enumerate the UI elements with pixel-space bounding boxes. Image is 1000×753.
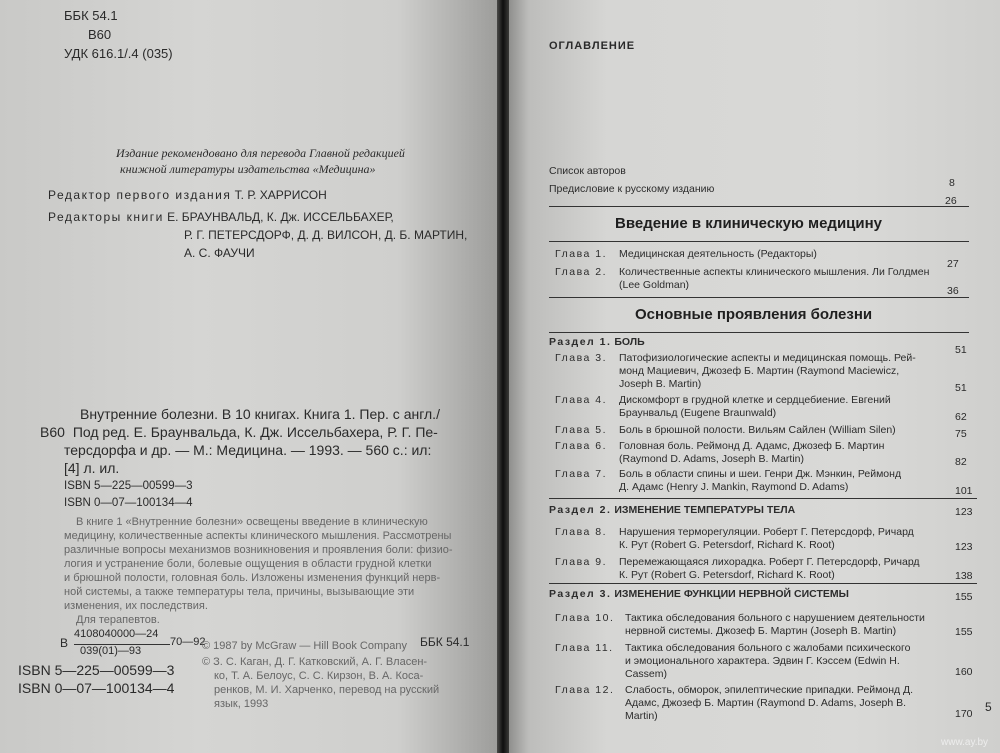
- abstract-line: В книге 1 «Внутренние болезни» освещены введение в клиническую: [76, 516, 428, 528]
- page-number: 5: [985, 700, 992, 714]
- chapter-label: Глава 4.: [555, 394, 608, 406]
- chapter-label: Глава 11.: [555, 642, 614, 654]
- part-title-manifestations: Основные проявления болезни: [635, 306, 873, 323]
- bbk-code: ББК 54.1: [64, 8, 118, 23]
- catalog-entry-line-4: [4] л. ил.: [64, 460, 120, 476]
- chapter-title: Боль в области спины и шеи. Генри Дж. Мэнкин, Реймонд: [619, 468, 902, 480]
- copyright-translators-2: ко, Т. А. Белоус, С. С. Кирзон, В. А. Коса-: [214, 670, 424, 682]
- chapter-page: 36: [947, 285, 959, 297]
- chapter-title: монд Мациевич, Джозеф Б. Мартин (Raymond Maciewicz,: [619, 365, 900, 377]
- catalog-entry-line-1: [64, 406, 440, 422]
- formula-denominator: 039(01)—93: [80, 645, 142, 657]
- abstract-line: ной системы, а также температуры тела, причины, вызывающие эти: [64, 586, 415, 598]
- section-page: 123: [955, 506, 973, 518]
- toc-entry-chapter-1: [555, 248, 607, 262]
- toc-section-2: [549, 504, 795, 518]
- toc-entry-chapter-2: [555, 266, 607, 280]
- approval-line-1: Издание рекомендовано для перевода Главной редакцией: [116, 146, 405, 160]
- editors-names-2: Р. Г. ПЕТЕРСДОРФ, Д. Д. ВИЛСОН, Д. Б. МАРТИН,: [184, 228, 468, 242]
- left-page: [0, 0, 497, 753]
- abstract-line: и брюшной полости, головная боль. Изложены изменения функций нерв-: [64, 572, 441, 584]
- section-page: 51: [955, 344, 967, 356]
- chapter-title: Тактика обследования больного с жалобами психического: [625, 642, 911, 654]
- chapter-label: Глава 7.: [555, 468, 608, 480]
- section-label: Раздел 2.: [549, 504, 612, 516]
- chapter-title: Нарушения терморегуляции. Роберт Г. Петерсдорф, Ричард: [619, 526, 914, 538]
- chapter-label: Глава 5.: [555, 424, 608, 436]
- book-code: В60: [88, 27, 112, 42]
- formula-prefix: В: [60, 636, 69, 650]
- section-title: ИЗМЕНЕНИЕ ФУНКЦИИ НЕРВНОЙ СИСТЕМЫ: [614, 588, 849, 600]
- book-gutter: [497, 0, 509, 753]
- chapter-label: Глава 1.: [555, 248, 608, 260]
- section-page: 155: [955, 591, 973, 603]
- toc-page-preface: 26: [945, 195, 957, 207]
- chapter-title: Cassem): [625, 668, 668, 680]
- toc-section-1: [549, 336, 645, 350]
- chapter-title: Медицинская деятельность (Редакторы): [619, 248, 817, 260]
- chapter-title: Количественные аспекты клинического мышления. Ли Голдмен: [619, 266, 930, 278]
- chapter-page: 75: [955, 428, 967, 440]
- copyright-translators-3: ренков, М. И. Харченко, перевод на русский: [214, 684, 440, 696]
- abstract-line: изменения, их последствия.: [64, 600, 208, 612]
- isbn-english: ISBN 0—07—100134—4: [64, 497, 193, 509]
- chapter-page: 62: [955, 411, 967, 423]
- chapter-title: К. Рут (Robert G. Petersdorf, Richard K. Root): [619, 569, 835, 581]
- chapter-page: 155: [955, 626, 973, 638]
- copyright-translators-1: © З. С. Каган, Д. Г. Катковский, А. Г. Власен-: [202, 656, 428, 668]
- divider: [549, 498, 977, 499]
- divider: [549, 241, 969, 242]
- chapter-page: 27: [947, 258, 959, 270]
- divider: [549, 206, 969, 207]
- formula-right: 70—92: [170, 636, 206, 648]
- chapter-label: Глава 8.: [555, 526, 608, 538]
- chapter-page: 138: [955, 570, 973, 582]
- first-editor-line: [48, 188, 327, 202]
- chapter-title: Адамс, Джозеф Б. Мартин (Raymond D. Adams, Joseph B.: [625, 697, 907, 709]
- chapter-title: (Lee Goldman): [619, 279, 690, 291]
- toc-entry-authors: Список авторов: [549, 165, 626, 177]
- chapter-label: Глава 10.: [555, 612, 615, 624]
- chapter-title: Перемежающаяся лихорадка. Роберт Г. Петерсдорф, Ричард: [619, 556, 920, 568]
- catalog-entry-line-3: терсдорфа и др. — М.: Медицина. — 1993. — 560 с.: ил:: [64, 442, 432, 458]
- chapter-title: нервной системы. Джозеф Б. Мартин (Joseph B. Martin): [625, 625, 897, 637]
- chapter-title: и эмоционального характера. Эдвин Г. Кэссем (Edwin H.: [625, 655, 900, 667]
- udk-code: УДК 616.1/.4 (035): [64, 46, 173, 61]
- chapter-label: Глава 2.: [555, 266, 608, 278]
- first-editor-label: Редактор первого издания: [48, 188, 232, 202]
- chapter-page: 82: [955, 456, 967, 468]
- chapter-title: Патофизиологические аспекты и медицинская помощь. Рей-: [619, 352, 916, 364]
- divider: [549, 297, 969, 298]
- editors-names-1: Е. БРАУНВАЛЬД, К. Дж. ИССЕЛЬБАХЕР,: [167, 210, 394, 224]
- audience: Для терапевтов.: [76, 614, 160, 626]
- abstract-line: медицину, количественные аспекты клинического мышления. Рассмотрены: [64, 530, 452, 542]
- chapter-title: Боль в брюшной полости. Вильям Сайлен (William Silen): [619, 424, 896, 436]
- divider: [549, 583, 977, 584]
- chapter-label: Глава 6.: [555, 440, 608, 452]
- chapter-title: Joseph B. Martin): [619, 378, 702, 390]
- catalog-editors: Под ред. Е. Браунвальда, К. Дж. Иссельбахера, Р. Г. Пе-: [72, 424, 438, 440]
- editors-names-3: А. С. ФАУЧИ: [184, 246, 255, 260]
- chapter-title: К. Рут (Robert G. Petersdorf, Richard K. Root): [619, 539, 835, 551]
- chapter-page: 160: [955, 666, 973, 678]
- chapter-title: Головная боль. Реймонд Д. Адамс, Джозеф Б. Мартин: [619, 440, 885, 452]
- section-title: БОЛЬ: [614, 336, 645, 348]
- right-page: [509, 0, 1000, 753]
- isbn-large-russian: ISBN 5—225—00599—3: [18, 662, 175, 678]
- toc-page-authors: 8: [949, 177, 955, 189]
- editors-line-1: [48, 210, 394, 224]
- section-title: ИЗМЕНЕНИЕ ТЕМПЕРАТУРЫ ТЕЛА: [614, 504, 796, 516]
- part-title-introduction: Введение в клиническую медицину: [615, 215, 883, 232]
- isbn-russian: ISBN 5—225—00599—3: [64, 480, 193, 492]
- divider: [549, 332, 969, 333]
- chapter-label: Глава 9.: [555, 556, 608, 568]
- chapter-title: Браунвальд (Eugene Braunwald): [619, 407, 777, 419]
- catalog-code: В60: [40, 424, 65, 440]
- chapter-page: 101: [955, 485, 973, 497]
- approval-line-2: книжной литературы издательства «Медицина»: [120, 162, 376, 176]
- chapter-title: Д. Адамс (Henry J. Mankin, Raymond D. Adams): [619, 481, 849, 493]
- section-label: Раздел 1.: [549, 336, 612, 348]
- toc-entry-preface: Предисловие к русскому изданию: [549, 183, 715, 195]
- chapter-title: Тактика обследования больного с нарушением деятельности: [625, 612, 925, 624]
- chapter-title: Martin): [625, 710, 658, 722]
- toc-section-3: [549, 588, 849, 602]
- chapter-title: (Raymond D. Adams, Joseph B. Martin): [619, 453, 804, 465]
- chapter-page: 123: [955, 541, 973, 553]
- editors-label: Редакторы книги: [48, 210, 164, 224]
- chapter-label: Глава 3.: [555, 352, 608, 364]
- chapter-title: Слабость, обморок, эпилептические припадки. Реймонд Д.: [625, 684, 914, 696]
- abstract-line: различные вопросы механизмов возникновения и проявления боли: физио-: [64, 544, 453, 556]
- catalog-entry-line-2: [40, 424, 438, 440]
- isbn-large-english: ISBN 0—07—100134—4: [18, 680, 175, 696]
- catalog-title: Внутренние болезни. В 10 книгах. Книга 1. Пер. с англ./: [80, 406, 440, 422]
- chapter-page: 170: [955, 708, 973, 720]
- copyright-publisher: © 1987 by McGraw — Hill Book Company: [202, 640, 407, 652]
- toc-heading: ОГЛАВЛЕНИЕ: [549, 40, 636, 52]
- bbk-bottom: ББК 54.1: [420, 635, 470, 649]
- watermark: www.ay.by: [941, 737, 989, 748]
- copyright-translators-4: язык, 1993: [214, 698, 269, 710]
- abstract-line: логия и устранение боли, болевые ощущения в области грудной клетки: [64, 558, 432, 570]
- chapter-label: Глава 12.: [555, 684, 615, 696]
- chapter-title: Дискомфорт в грудной клетке и сердцебиение. Евгений: [619, 394, 891, 406]
- first-editor-name: Т. Р. ХАРРИСОН: [234, 188, 327, 202]
- section-label: Раздел 3.: [549, 588, 612, 600]
- formula-numerator: 4108040000—24: [74, 628, 159, 640]
- chapter-page: 51: [955, 382, 967, 394]
